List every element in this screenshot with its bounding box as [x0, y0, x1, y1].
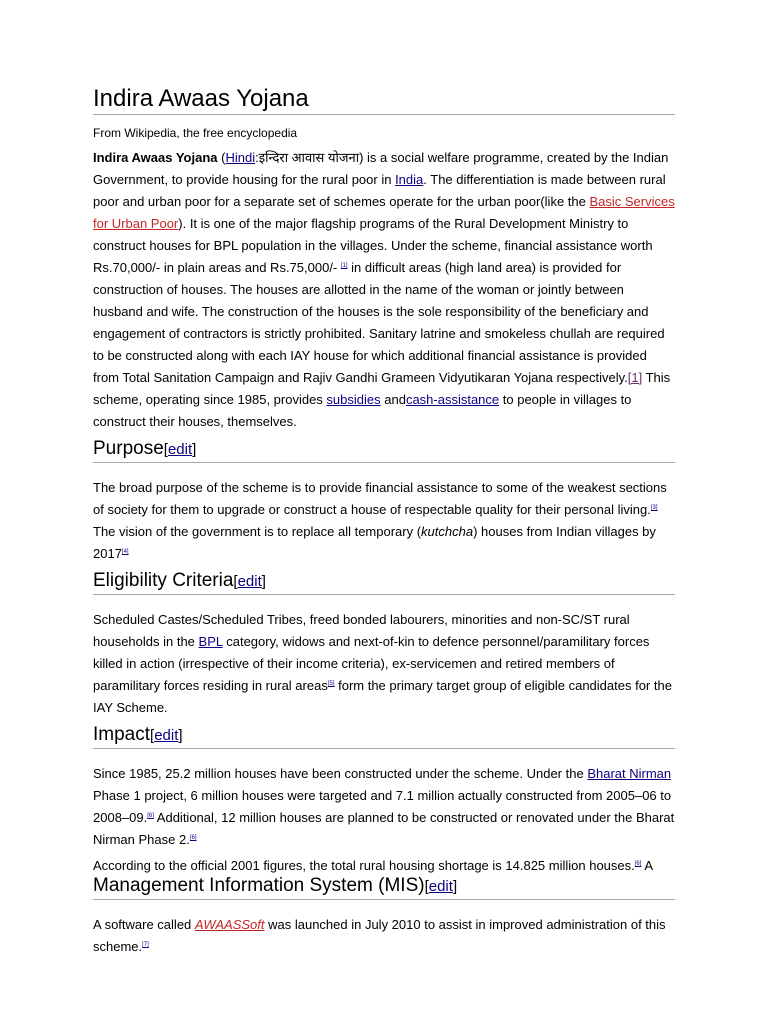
ref-link[interactable]: [5]	[327, 681, 335, 687]
edit-link[interactable]: edit	[237, 573, 262, 590]
awaassoft-link[interactable]: AWAASSoft	[194, 917, 265, 932]
ref-link[interactable]: [1]	[627, 370, 643, 385]
impact-paragraph: Since 1985, 25.2 million houses have been constructed under the scheme. Under the Bharat Nirman Phase 1 project, 6 million houses were targeted and 7.1 million actually constructed from 2005–06 to 2008–09.[6] Additional, 12 million houses are planned to be constructed or renovated under the Bharat Nirman Phase 2.[6]	[93, 766, 675, 847]
ref-link[interactable]: [1]	[340, 263, 348, 269]
page-title: Indira Awaas Yojana	[93, 84, 675, 115]
india-link[interactable]: India	[395, 172, 424, 187]
shortage-paragraph: According to the official 2001 figures, the total rural housing shortage is 14.825 million houses.[6] A	[93, 858, 654, 873]
mis-paragraph: A software called AWAASSoft was launched in July 2010 to assist in improved administration of this scheme.[7]	[93, 917, 666, 954]
section-heading-mis: Management Information System (MIS)[edit]	[93, 874, 675, 900]
section-heading-eligibility: Eligibility Criteria[edit]	[93, 569, 675, 595]
cash-assistance-link[interactable]: cash-assistance	[405, 392, 500, 407]
ref-link[interactable]: [6]	[189, 835, 197, 841]
ref-link[interactable]: [3]	[650, 505, 658, 511]
subsidies-link[interactable]: subsidies	[326, 392, 381, 407]
purpose-paragraph: The broad purpose of the scheme is to provide financial assistance to some of the weakest sections of society for them to upgrade or construct a house of respectable quality for their personal living.[3] The vision of the government is to replace all temporary (kutchcha) houses from Indian villages by 2017[4]	[93, 480, 667, 561]
article-name-bold: Indira Awaas Yojana	[93, 150, 218, 165]
eligibility-paragraph: Scheduled Castes/Scheduled Tribes, freed bonded labourers, minorities and non-SC/ST rural households in the BPL category, widows and next-of-kin to defence personnel/paramilitary forces killed in action (irrespective of their income criteria), ex-servicemen and retired members of paramilitary forces residing in rural areas[5] form the primary target group of eligible candidates for the IAY Scheme.	[93, 612, 672, 715]
edit-link[interactable]: edit	[167, 441, 193, 458]
article	[93, 84, 675, 958]
tagline: From Wikipedia, the free encyclopedia	[93, 126, 298, 140]
section-heading-purpose: Purpose[edit]	[93, 437, 675, 463]
bpl-link[interactable]: BPL	[198, 634, 223, 649]
ref-link[interactable]: [6]	[634, 861, 642, 867]
hindi-link[interactable]: Hindi	[225, 150, 256, 165]
bsup-link[interactable]: Basic Services for Urban Poor	[93, 194, 675, 231]
edit-link[interactable]: edit	[428, 878, 453, 895]
intro-paragraph: Indira Awaas Yojana (Hindi:इन्दिरा आवास योजना) is a social welfare programme, created by the Indian Government, to provide housing for the rural poor in India. The differentiation is made between rural poor and urban poor for a separate set of schemes operate for the urban poor(like the Basic Services for Urban Poor). It is one of the major flagship programs of the Rural Development Ministry to construct houses for BPL population in the villages. Under the scheme, financial assistance worth Rs.70,000/- in plain areas and Rs.75,000/- [1] in difficult areas (high land area) is provided for construction of houses. The houses are allotted in the name of the woman or jointly between husband and wife. The construction of the houses is the sole responsibility of the beneficiary and engagement of contractors is strictly prohibited. Sanitary latrine and smokeless chullah are required to be constructed along with each IAY house for which additional financial assistance is provided from Total Sanitation Campaign and Rajiv Gandhi Grameen Vidyutikaran Yojana respectively.[1] This scheme, operating since 1985, provides subsidies andcash-assistance to people in villages to construct their houses, themselves.	[93, 150, 675, 429]
ref-link[interactable]: [7]	[142, 942, 149, 948]
bharat-nirman-link[interactable]: Bharat Nirman	[587, 766, 672, 781]
edit-link[interactable]: edit	[154, 727, 179, 744]
hindi-script: :इन्दिरा आवास योजना	[255, 150, 360, 165]
ref-link[interactable]: [4]	[121, 549, 129, 555]
ref-link[interactable]: [6]	[147, 813, 154, 819]
section-heading-impact: Impact[edit]	[93, 723, 675, 749]
